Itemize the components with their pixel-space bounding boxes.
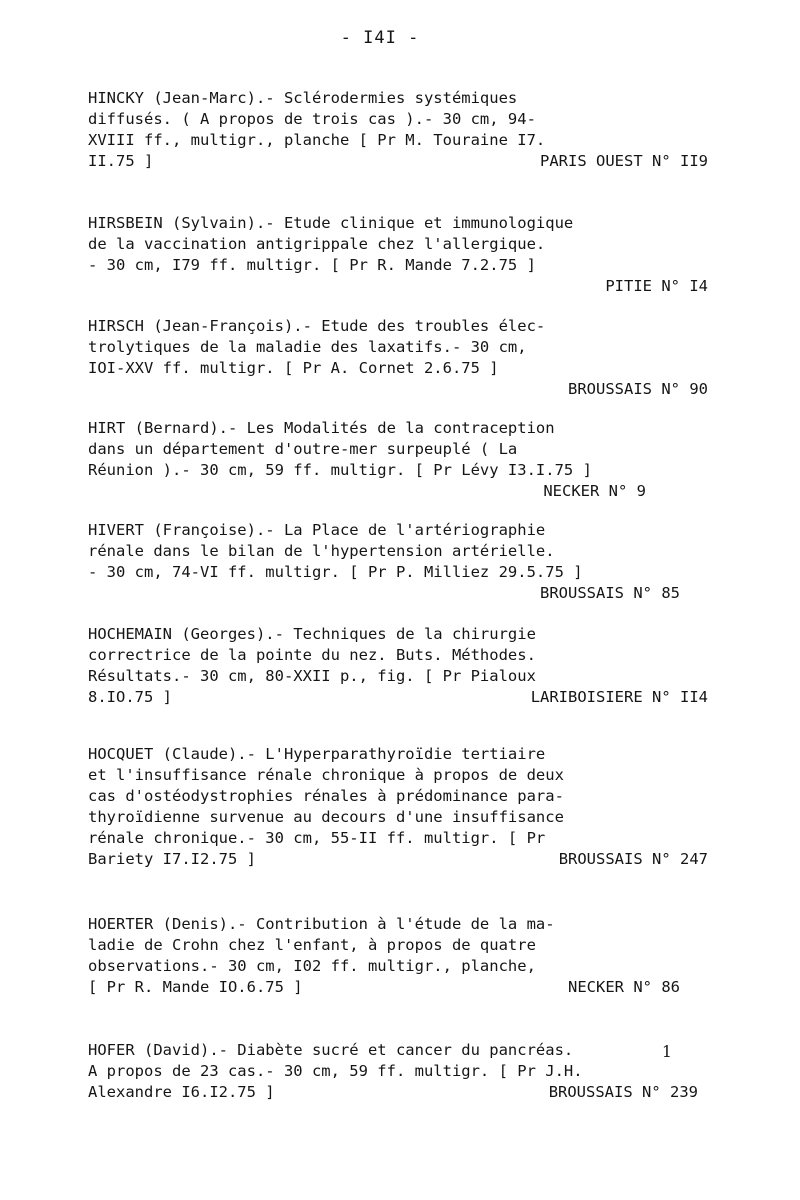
- entry-location: BROUSSAIS N° 90: [568, 380, 708, 398]
- bibliography-entry-hocquet: [88, 744, 708, 870]
- entry-line: correctrice de la pointe du nez. Buts. Méthodes.: [88, 646, 536, 664]
- entry-line: observations.- 30 cm, I02 ff. multigr., planche,: [88, 957, 536, 975]
- entry-location: BROUSSAIS N° 247: [558, 850, 708, 868]
- entry-line: rénale dans le bilan de l'hypertension artérielle.: [88, 542, 555, 560]
- entry-line: rénale chronique.- 30 cm, 55-II ff. multigr. [ Pr: [88, 829, 546, 847]
- entry-line: - 30 cm, 74-VI ff. multigr. [ Pr P. Milliez 29.5.75 ]: [88, 563, 583, 581]
- entry-line: HIRSBEIN (Sylvain).- Etude clinique et immunologique: [88, 214, 574, 232]
- page-number: - I4I -: [340, 28, 420, 48]
- margin-mark: 1: [662, 1043, 672, 1061]
- entry-line: ladie de Crohn chez l'enfant, à propos de quatre: [88, 936, 536, 954]
- entry-location: PARIS OUEST N° II9: [540, 152, 708, 170]
- bibliography-entry-hirsbein: [88, 213, 708, 297]
- bibliography-entry-hofer: [88, 1040, 708, 1103]
- bibliography-entry-hirsch: [88, 316, 708, 400]
- entry-line: et l'insuffisance rénale chronique à propos de deux: [88, 766, 564, 784]
- entry-line: A propos de 23 cas.- 30 cm, 59 ff. multigr. [ Pr J.H.: [88, 1062, 583, 1080]
- bibliography-entry-hochemain: [88, 624, 708, 708]
- entry-line: Bariety I7.I2.75 ]: [88, 850, 256, 868]
- entry-line: 8.IO.75 ]: [88, 688, 172, 706]
- entry-location: BROUSSAIS N° 239: [548, 1083, 698, 1101]
- entry-line: Résultats.- 30 cm, 80-XXII p., fig. [ Pr Pialoux: [88, 667, 536, 685]
- entry-location: BROUSSAIS N° 85: [540, 584, 680, 602]
- entry-line: thyroïdienne survenue au decours d'une insuffisance: [88, 808, 564, 826]
- entry-line: HOFER (David).- Diabète sucré et cancer du pancréas.: [88, 1041, 574, 1059]
- entry-line: HOERTER (Denis).- Contribution à l'étude de la ma-: [88, 915, 555, 933]
- bibliography-entry-hivert: [88, 520, 708, 604]
- bibliography-entry-hirt: [88, 418, 708, 502]
- entry-location: NECKER N° 9: [543, 482, 646, 500]
- bibliography-entry-hoerter: [88, 914, 708, 998]
- entry-line: trolytiques de la maladie des laxatifs.- 30 cm,: [88, 338, 527, 356]
- entry-line: Alexandre I6.I2.75 ]: [88, 1083, 275, 1101]
- entry-line: Réunion ).- 30 cm, 59 ff. multigr. [ Pr Lévy I3.I.75 ]: [88, 461, 592, 479]
- entry-line: HOCHEMAIN (Georges).- Techniques de la chirurgie: [88, 625, 536, 643]
- entry-line: diffusés. ( A propos de trois cas ).- 30 cm, 94-: [88, 110, 536, 128]
- entry-line: HINCKY (Jean-Marc).- Sclérodermies systémiques: [88, 89, 518, 107]
- entry-line: II.75 ]: [88, 152, 154, 170]
- entry-line: HOCQUET (Claude).- L'Hyperparathyroïdie tertiaire: [88, 745, 546, 763]
- entry-line: - 30 cm, I79 ff. multigr. [ Pr R. Mande 7.2.75 ]: [88, 256, 536, 274]
- entry-line: dans un département d'outre-mer surpeuplé ( La: [88, 440, 518, 458]
- entry-location: PITIE N° I4: [605, 277, 708, 295]
- entry-line: HIRSCH (Jean-François).- Etude des troubles élec-: [88, 317, 546, 335]
- bibliography-entry-hincky: [88, 88, 708, 172]
- entry-line: HIVERT (Françoise).- La Place de l'artériographie: [88, 521, 546, 539]
- entry-line: cas d'ostéodystrophies rénales à prédominance para-: [88, 787, 564, 805]
- entry-location: NECKER N° 86: [568, 978, 680, 996]
- entry-location: LARIBOISIERE N° II4: [530, 688, 708, 706]
- entry-line: XVIII ff., multigr., planche [ Pr M. Touraine I7.: [88, 131, 546, 149]
- entry-line: de la vaccination antigrippale chez l'allergique.: [88, 235, 546, 253]
- entry-line: IOI-XXV ff. multigr. [ Pr A. Cornet 2.6.75 ]: [88, 359, 499, 377]
- entry-line: [ Pr R. Mande IO.6.75 ]: [88, 978, 303, 996]
- entry-line: HIRT (Bernard).- Les Modalités de la contraception: [88, 419, 555, 437]
